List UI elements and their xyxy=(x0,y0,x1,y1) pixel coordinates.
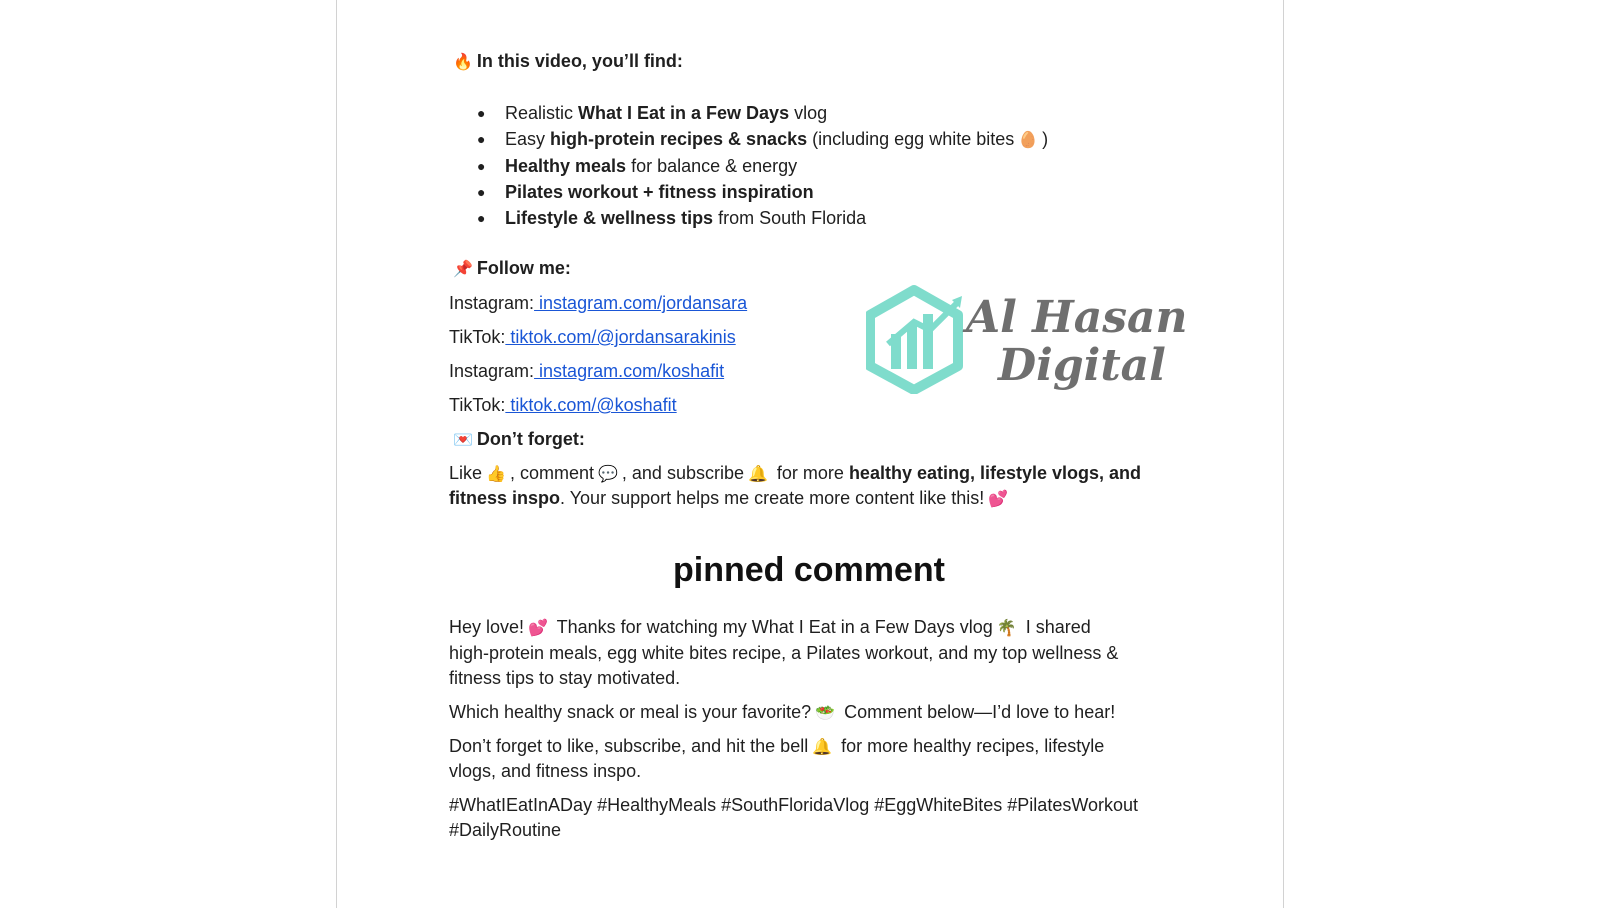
intro-heading: 🔥 In this video, you’ll find: xyxy=(449,48,683,75)
list-item: ● Healthy meals for balance & energy xyxy=(449,153,1048,179)
bell-icon: 🔔 xyxy=(812,737,833,756)
pinned-paragraph-2: Which healthy snack or meal is your favorite? 🥗 Comment below—I’d love to hear! xyxy=(449,699,1115,726)
salad-icon: 🥗 xyxy=(815,703,836,722)
speech-bubble-icon: 💬 xyxy=(597,464,618,483)
social-link-row xyxy=(449,324,736,350)
thumbs-up-icon: 👍 xyxy=(486,464,506,483)
egg-icon: 🥚 xyxy=(1018,130,1039,149)
hashtags-line-2: #DailyRoutine xyxy=(449,820,562,840)
list-item: ● Pilates workout + fitness inspiration xyxy=(449,179,1048,205)
social-link-row xyxy=(449,392,677,418)
list-item: ● Easy high-protein recipes & snacks (including egg white bites 🥚 ) xyxy=(449,126,1048,153)
two-hearts-icon: 💕 xyxy=(528,618,548,637)
list-item: ● Realistic What I Eat in a Few Days vlog xyxy=(449,100,1048,126)
dont-forget-line-1: Like 👍 , comment 💬 , and subscribe 🔔 for more healthy eating, lifestyle vlogs, and xyxy=(449,460,1141,487)
pinned-paragraph-1-line-1: Hey love! 💕 Thanks for watching my What I Eat in a Few Days vlog 🌴 I shared xyxy=(449,614,1091,641)
pinned-comment-title: pinned comment xyxy=(672,551,946,589)
document-page xyxy=(336,0,1284,908)
instagram-link[interactable]: instagram.com/koshafit xyxy=(534,361,725,381)
pinned-paragraph-3-line-1: Don’t forget to like, subscribe, and hit the bell 🔔 for more healthy recipes, lifestyle xyxy=(449,733,1104,760)
two-hearts-icon: 💕 xyxy=(988,489,1009,508)
pinned-paragraph-3-line-2: vlogs, and fitness inspo. xyxy=(449,761,642,781)
watermark-line-2: Digital xyxy=(998,340,1166,391)
tiktok-link[interactable]: tiktok.com/@koshafit xyxy=(505,395,677,415)
list-item: ● Lifestyle & wellness tips from South Florida xyxy=(449,205,1048,231)
pinned-paragraph-1-line-2: high-protein meals, egg white bites recipe, a Pilates workout, and my top wellness & xyxy=(449,643,1119,663)
hashtags-line-1: #WhatIEatInADay #HealthyMeals #SouthFloridaVlog #EggWhiteBites #PilatesWorkout xyxy=(449,795,1139,815)
bell-icon: 🔔 xyxy=(747,464,768,483)
fire-icon: 🔥 xyxy=(453,52,473,71)
instagram-link[interactable]: instagram.com/jordansara xyxy=(534,293,748,313)
tiktok-link[interactable]: tiktok.com/@jordansarakinis xyxy=(505,327,736,347)
follow-heading: 📌 Follow me: xyxy=(449,255,571,282)
social-link-row xyxy=(449,290,747,316)
palm-tree-icon: 🌴 xyxy=(996,618,1017,637)
watermark-line-1: Al Hasan xyxy=(966,292,1188,343)
watermark-graphic xyxy=(866,284,1206,394)
social-label: TikTok: xyxy=(449,327,506,347)
social-link-row xyxy=(449,358,724,384)
watermark-logo xyxy=(866,284,1206,394)
social-label: Instagram: xyxy=(449,361,535,381)
social-label: TikTok: xyxy=(449,395,506,415)
pinned-paragraph-1-line-3: fitness tips to stay motivated. xyxy=(449,668,681,688)
chart-house-icon xyxy=(870,290,962,390)
social-label: Instagram: xyxy=(449,293,535,313)
dont-forget-heading: 💌 Don’t forget: xyxy=(449,426,585,453)
pushpin-icon: 📌 xyxy=(453,259,473,278)
love-letter-icon: 💌 xyxy=(453,430,473,449)
intro-list xyxy=(449,100,1048,231)
dont-forget-line-2: fitness inspo. Your support helps me create more content like this! 💕 xyxy=(449,485,1012,512)
